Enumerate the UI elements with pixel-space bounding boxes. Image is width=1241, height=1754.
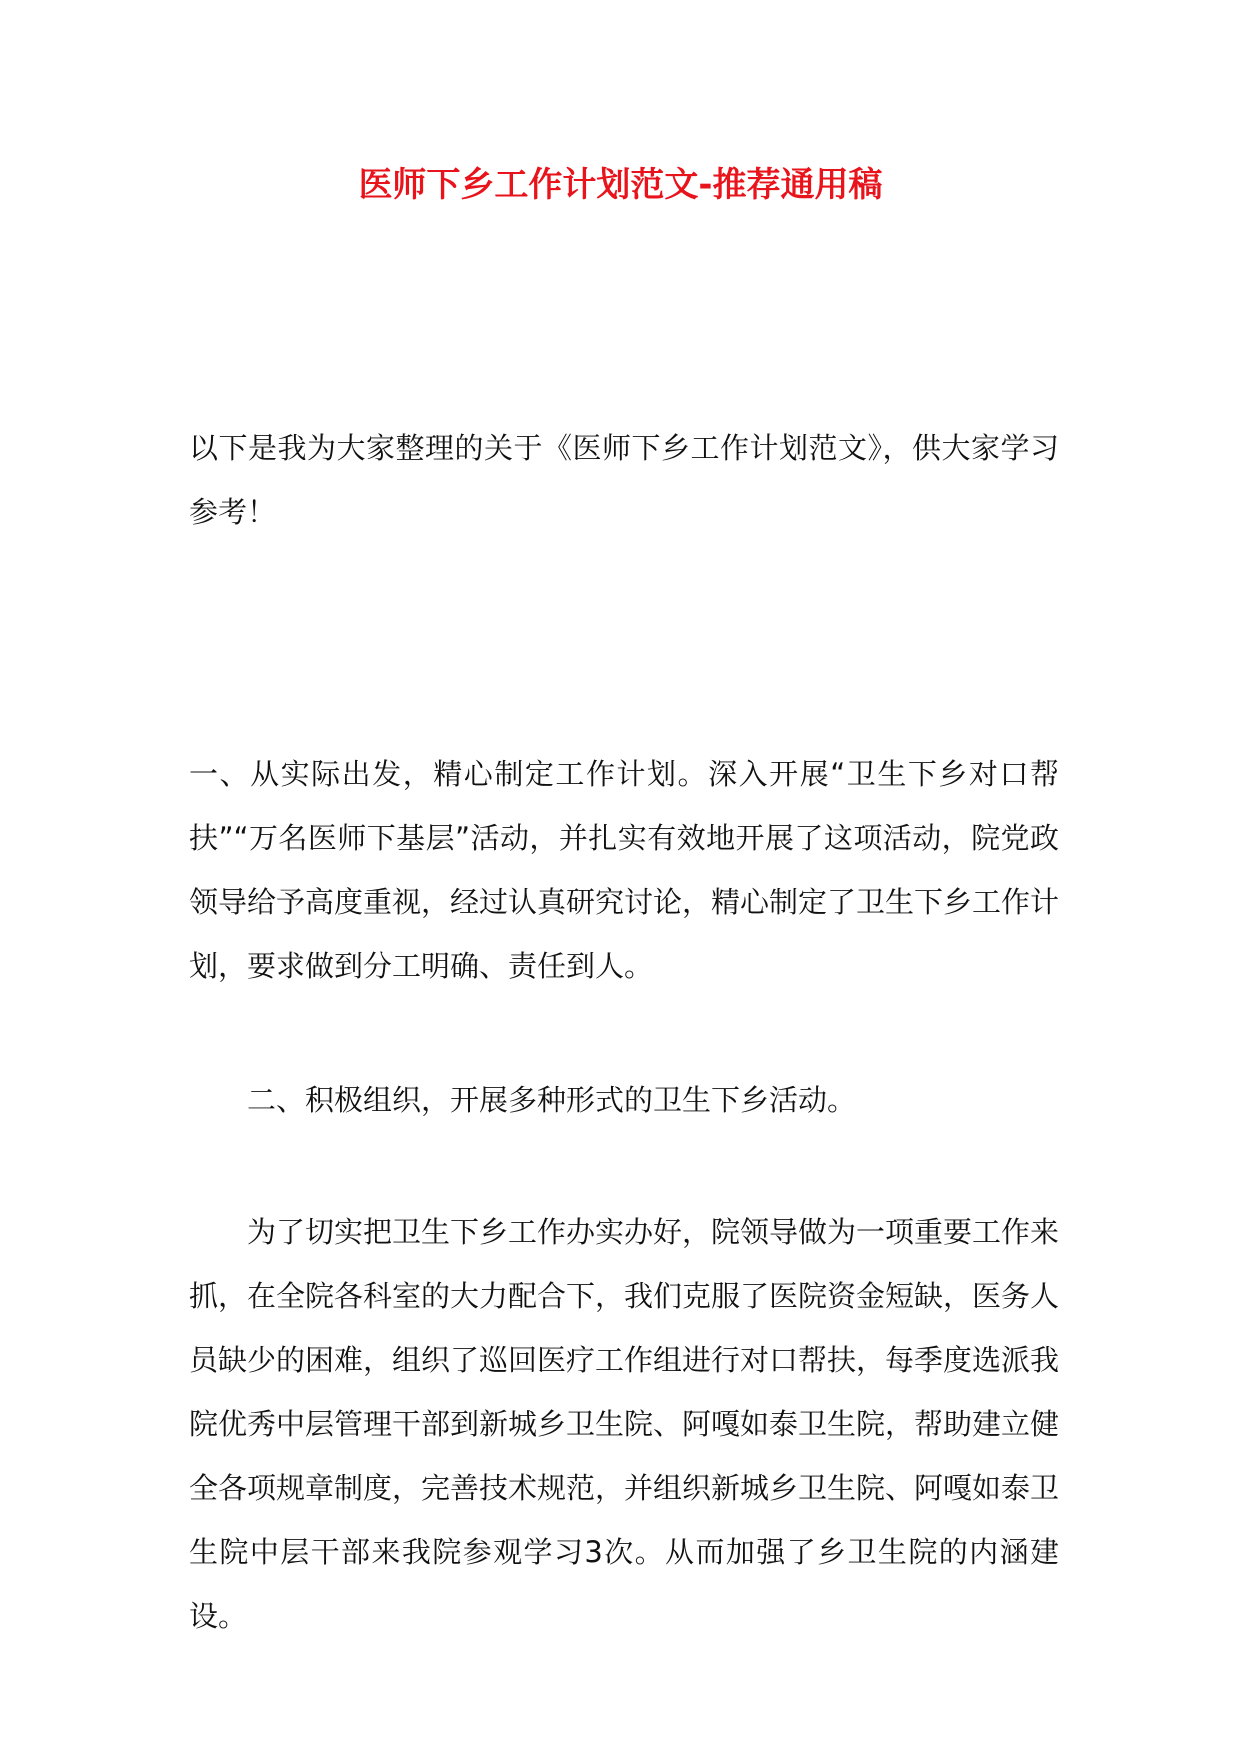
section-1-paragraph: 一、从实际出发，精心制定工作计划。深入开展“卫生下乡对口帮扶”“万名医师下基层”活动，并扎实有效地开展了这项活动，院党政领导给予高度重视，经过认真研究讨论，精心制定了卫生下乡工作计划，要求做到分工明确、责任到人。 — [189, 757, 1060, 983]
document-title: 医师下乡工作计划范文-推荐通用稿 — [358, 165, 883, 205]
intro-paragraph: 以下是我为大家整理的关于《医师下乡工作计划范文》，供大家学习参考！ — [189, 431, 1059, 529]
body-paragraph: 为了切实把卫生下乡工作办实办好，院领导做为一项重要工作来抓，在全院各科室的大力配合下，我们克服了医院资金短缺，医务人员缺少的困难，组织了巡回医疗工作组进行对口帮扶，每季度选派我院优秀中层管理干部到新城乡卫生院、阿嘎如泰卫生院，帮助建立健全各项规章制度，完善技术规范，并组织新城乡卫生院、阿嘎如泰卫生院中层干部来我院参观学习3次。从而加强了乡卫生院的内涵建设。 — [189, 1215, 1060, 1633]
section-2-heading: 二、积极组织，开展多种形式的卫生下乡活动。 — [247, 1083, 857, 1117]
